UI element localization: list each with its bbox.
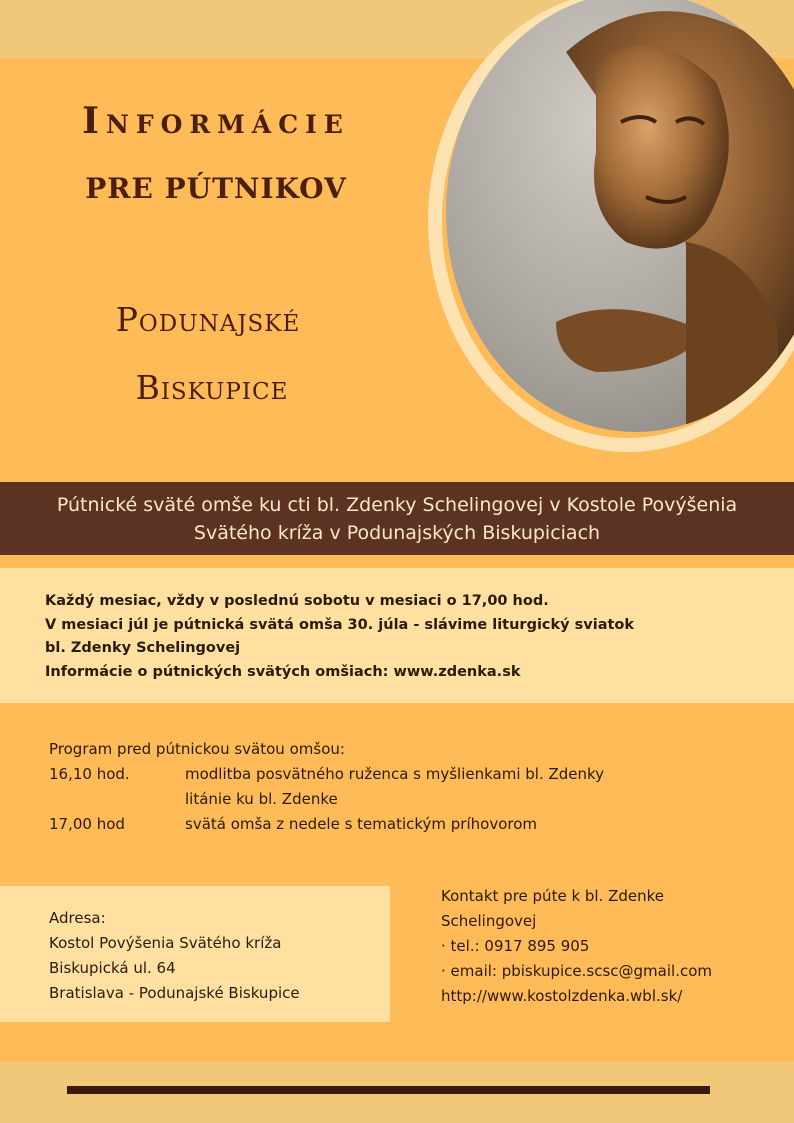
mass-banner: [0, 482, 794, 555]
bottom-divider: [67, 1086, 710, 1094]
program-time: 16,10 hod.: [49, 765, 130, 783]
contact-heading: Kontakt pre púte k bl. Zdenke: [441, 887, 665, 905]
contact-heading-cont: Schelingovej: [441, 912, 537, 930]
banner-line2: Svätého kríža v Podunajských Biskupiciach: [193, 522, 601, 544]
info-line: V mesiaci júl je pútnická svätá omša 30. júla - slávime liturgický sviatok: [45, 616, 635, 633]
page-title: Informácie: [82, 100, 350, 142]
contact-email[interactable]: · email: pbiskupice.scsc@gmail.com: [441, 962, 713, 980]
info-line: bl. Zdenky Schelingovej: [45, 640, 241, 656]
program-item: [49, 812, 604, 837]
contact-phone: · tel.: 0917 895 905: [441, 937, 590, 955]
statue-image: [446, 0, 794, 432]
program-item: [49, 787, 604, 812]
program-text: svätá omša z nedele s tematickým príhovorom: [185, 815, 538, 833]
program-text: modlitba posvätného ruženca s myšlienkami bl. Zdenky: [185, 765, 605, 783]
place-name-line1: Podunajské: [115, 300, 301, 339]
statue-photo: [446, 0, 794, 432]
program-heading: Program pred pútnickou svätou omšou:: [49, 740, 345, 758]
address-line: Bratislava - Podunajské Biskupice: [49, 984, 300, 1002]
program-item: [49, 762, 604, 787]
contact-web-link[interactable]: http://www.kostolzdenka.wbl.sk/: [441, 987, 683, 1005]
place-name-line2: Biskupice: [135, 368, 289, 407]
program-text: litánie ku bl. Zdenke: [185, 790, 338, 808]
page-subtitle: PRE PÚTNIKOV: [85, 172, 347, 205]
address-label: Adresa:: [49, 909, 106, 927]
program-time: [49, 787, 185, 812]
info-line: Informácie o pútnických svätých omšiach: www.zdenka.sk: [45, 663, 521, 680]
info-text: [45, 590, 634, 684]
info-line: Každý mesiac, vždy v poslednú sobotu v mesiaci o 17,00 hod.: [45, 593, 549, 609]
contact-section: [441, 884, 712, 1009]
address-text: [49, 906, 300, 1006]
program-section: [49, 737, 604, 837]
banner-line1: Pútnické sväté omše ku cti bl. Zdenky Schelingovej v Kostole Povýšenia: [56, 494, 738, 516]
program-time: 17,00 hod: [49, 815, 125, 833]
address-line: Biskupická ul. 64: [49, 959, 176, 977]
address-line: Kostol Povýšenia Svätého kríža: [49, 934, 282, 952]
